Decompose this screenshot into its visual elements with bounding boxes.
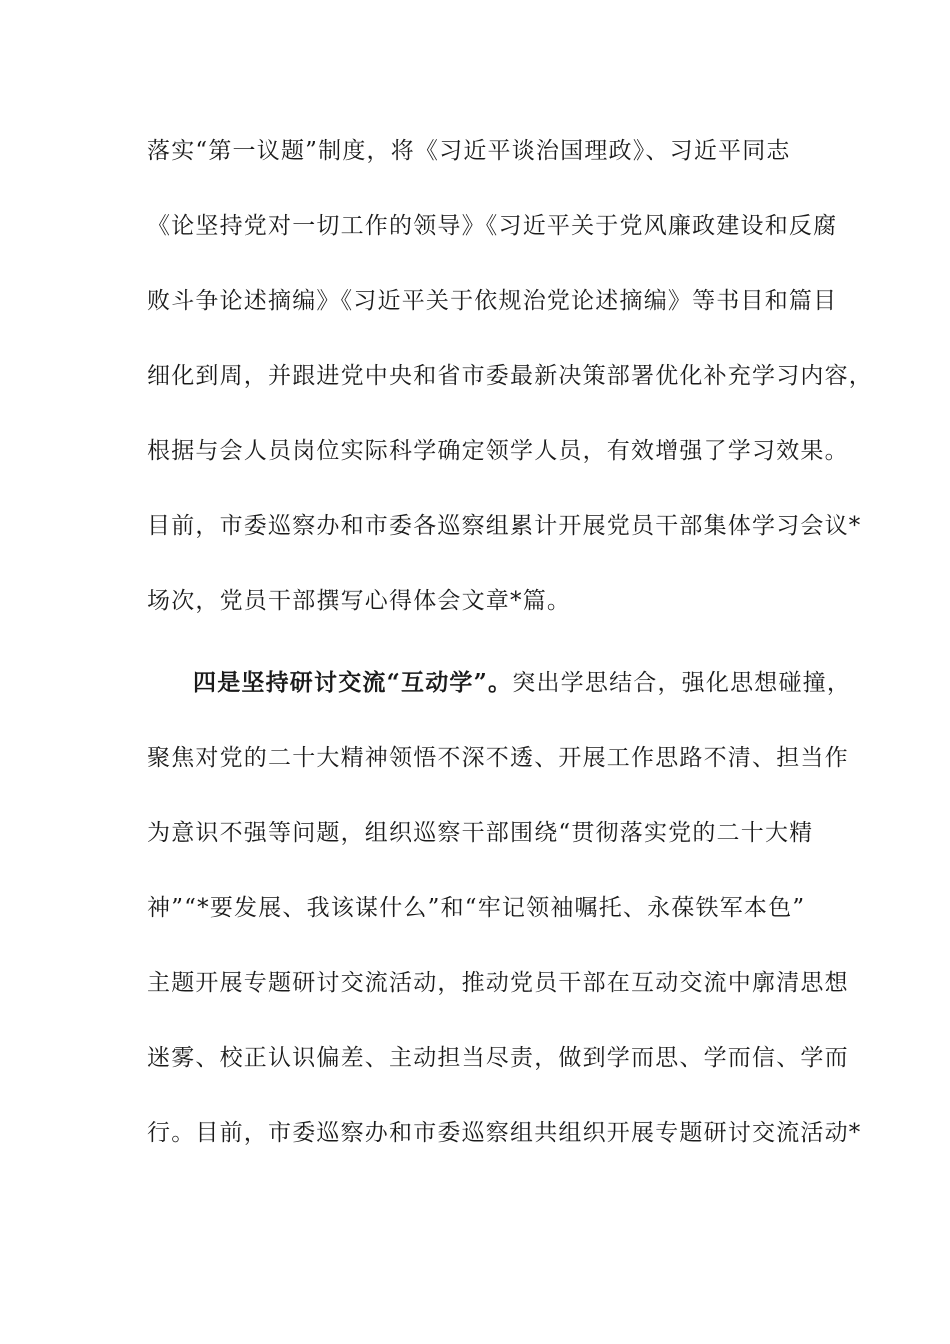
paragraph-first-line: [193, 668, 873, 698]
body-text-line: 主题开展专题研讨交流活动，推动党员干部在互动交流中廓清思想: [147, 970, 849, 996]
body-text-line: 根据与会人员岗位实际科学确定领学人员，有效增强了学习效果。: [147, 438, 849, 464]
body-text-line: 细化到周，并跟进党中央和省市委最新决策部署优化补充学习内容，: [147, 363, 873, 389]
body-text-line: 落实“第一议题”制度，将《习近平谈治国理政》、习近平同志: [147, 138, 791, 164]
body-text-line: 为意识不强等问题，组织巡察干部围绕“贯彻落实党的二十大精: [147, 820, 814, 846]
body-text-line: 行。目前，市委巡察办和市委巡察组共组织开展专题研讨交流活动*: [147, 1120, 862, 1146]
body-text-line: 场次，党员干部撰写心得体会文章*篇。: [147, 588, 572, 614]
body-text-line: 聚焦对党的二十大精神领悟不深不透、开展工作思路不清、担当作: [147, 745, 849, 771]
paragraph-lead-text: 突出学思结合，强化思想碰撞，: [512, 670, 852, 696]
body-text-line: 迷雾、校正认识偏差、主动担当尽责，做到学而思、学而信、学而: [147, 1045, 849, 1071]
body-text-line: 神”“*要发展、我该谋什么”和“牢记领袖嘱托、永葆铁军本色”: [147, 895, 806, 921]
body-text-line: 目前，市委巡察办和市委各巡察组累计开展党员干部集体学习会议*: [147, 513, 862, 539]
body-text-line: 败斗争论述摘编》《习近平关于依规治党论述摘编》等书目和篇目: [147, 288, 838, 314]
body-text-line: 《论坚持党对一切工作的领导》《习近平关于党风廉政建设和反腐: [147, 213, 838, 239]
paragraph-heading: 四是坚持研讨交流“互动学”。: [193, 669, 513, 696]
